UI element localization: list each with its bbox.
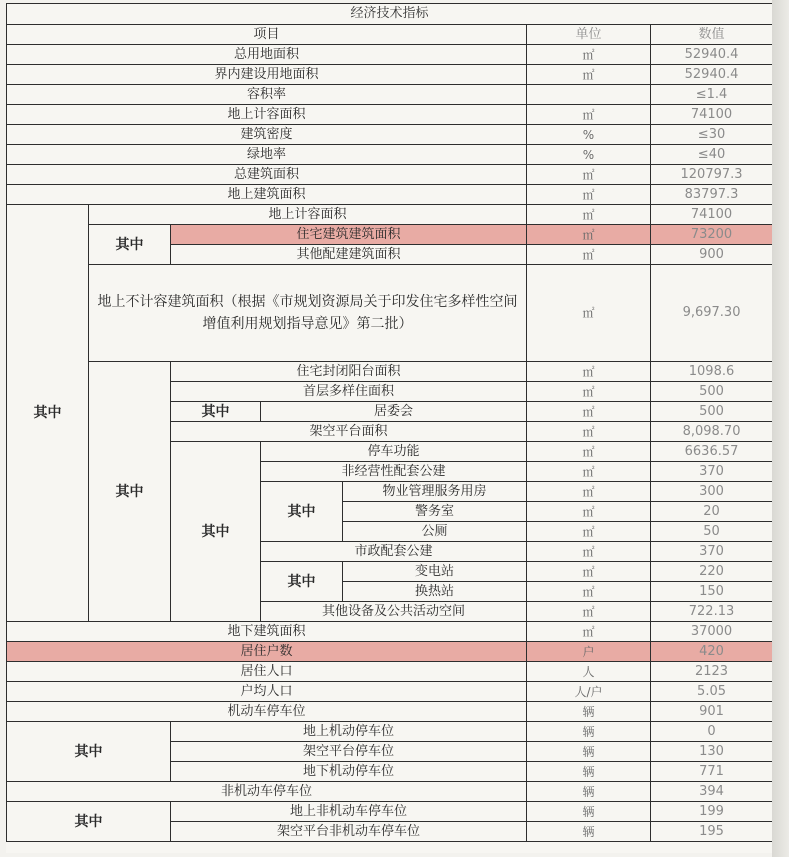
group-label-qizhong: 其中 bbox=[171, 402, 261, 422]
row-label: 物业管理服务用房 bbox=[343, 482, 527, 502]
row-label: 居委会 bbox=[261, 402, 527, 422]
row-label: 住宅建筑建筑面积 bbox=[171, 225, 527, 245]
row-unit: ㎡ bbox=[527, 482, 651, 502]
row-unit: 辆 bbox=[527, 762, 651, 782]
row-label: 居住户数 bbox=[7, 642, 527, 662]
row-value: 195 bbox=[651, 822, 773, 842]
row-unit: % bbox=[527, 145, 651, 165]
row-unit: 人 bbox=[527, 662, 651, 682]
document-sheet bbox=[6, 3, 772, 853]
row-label: 绿地率 bbox=[7, 145, 527, 165]
table-row bbox=[7, 45, 773, 65]
row-unit: ㎡ bbox=[527, 502, 651, 522]
row-value: ≤40 bbox=[651, 145, 773, 165]
row-unit: ㎡ bbox=[527, 265, 651, 362]
table-row bbox=[7, 362, 773, 382]
table-row-highlighted bbox=[7, 225, 773, 245]
group-label-qizhong: 其中 bbox=[7, 205, 89, 622]
row-label: 变电站 bbox=[343, 562, 527, 582]
row-unit: 辆 bbox=[527, 802, 651, 822]
group-label-qizhong: 其中 bbox=[89, 225, 171, 265]
row-label: 地下机动停车位 bbox=[171, 762, 527, 782]
row-unit: 辆 bbox=[527, 782, 651, 802]
row-unit: 辆 bbox=[527, 702, 651, 722]
row-unit: ㎡ bbox=[527, 245, 651, 265]
table-title: 经济技术指标 bbox=[7, 4, 773, 25]
row-value: 52940.4 bbox=[651, 45, 773, 65]
row-label: 非机动车停车位 bbox=[7, 782, 527, 802]
table-row bbox=[7, 682, 773, 702]
row-label: 换热站 bbox=[343, 582, 527, 602]
row-unit: ㎡ bbox=[527, 45, 651, 65]
row-value: 9,697.30 bbox=[651, 265, 773, 362]
row-value: 771 bbox=[651, 762, 773, 782]
row-unit: ㎡ bbox=[527, 105, 651, 125]
row-value: 6636.57 bbox=[651, 442, 773, 462]
table-row bbox=[7, 125, 773, 145]
row-value: 394 bbox=[651, 782, 773, 802]
row-label: 地上建筑面积 bbox=[7, 185, 527, 205]
row-value: 500 bbox=[651, 402, 773, 422]
row-unit: ㎡ bbox=[527, 362, 651, 382]
row-value: 5.05 bbox=[651, 682, 773, 702]
row-value: 220 bbox=[651, 562, 773, 582]
group-label-qizhong: 其中 bbox=[171, 442, 261, 622]
row-unit: ㎡ bbox=[527, 422, 651, 442]
row-value: 83797.3 bbox=[651, 185, 773, 205]
group-label-qizhong: 其中 bbox=[89, 362, 171, 622]
header-unit: 单位 bbox=[527, 25, 651, 45]
row-value: 50 bbox=[651, 522, 773, 542]
table-row-highlighted bbox=[7, 642, 773, 662]
table-row bbox=[7, 702, 773, 722]
row-value: 20 bbox=[651, 502, 773, 522]
table-row bbox=[7, 782, 773, 802]
group-label-qizhong: 其中 bbox=[261, 562, 343, 602]
row-value: 130 bbox=[651, 742, 773, 762]
row-value: 199 bbox=[651, 802, 773, 822]
row-unit: ㎡ bbox=[527, 462, 651, 482]
row-label: 市政配套公建 bbox=[261, 542, 527, 562]
row-value: 8,098.70 bbox=[651, 422, 773, 442]
row-unit: % bbox=[527, 125, 651, 145]
row-unit: ㎡ bbox=[527, 205, 651, 225]
row-value: 420 bbox=[651, 642, 773, 662]
row-value: 722.13 bbox=[651, 602, 773, 622]
row-label: 地上非机动车停车位 bbox=[171, 802, 527, 822]
row-value: 37000 bbox=[651, 622, 773, 642]
row-label: 其他配建建筑面积 bbox=[171, 245, 527, 265]
row-label: 建筑密度 bbox=[7, 125, 527, 145]
row-label: 界内建设用地面积 bbox=[7, 65, 527, 85]
row-label: 地上计容面积 bbox=[89, 205, 527, 225]
row-label: 机动车停车位 bbox=[7, 702, 527, 722]
row-label: 架空平台面积 bbox=[171, 422, 527, 442]
row-label: 住宅封闭阳台面积 bbox=[171, 362, 527, 382]
row-value: 0 bbox=[651, 722, 773, 742]
row-label: 首层多样住面积 bbox=[171, 382, 527, 402]
row-label: 地上机动停车位 bbox=[171, 722, 527, 742]
row-label: 警务室 bbox=[343, 502, 527, 522]
group-label-qizhong: 其中 bbox=[7, 722, 171, 782]
row-label: 地下建筑面积 bbox=[7, 622, 527, 642]
table-row bbox=[7, 265, 773, 362]
row-label: 地上计容面积 bbox=[7, 105, 527, 125]
row-unit: ㎡ bbox=[527, 622, 651, 642]
table-row bbox=[7, 662, 773, 682]
row-value: 300 bbox=[651, 482, 773, 502]
row-value: 901 bbox=[651, 702, 773, 722]
row-unit: ㎡ bbox=[527, 65, 651, 85]
row-unit: 辆 bbox=[527, 742, 651, 762]
row-value: 500 bbox=[651, 382, 773, 402]
row-value: 1098.6 bbox=[651, 362, 773, 382]
row-unit: ㎡ bbox=[527, 382, 651, 402]
row-label: 居住人口 bbox=[7, 662, 527, 682]
table-row bbox=[7, 722, 773, 742]
row-unit: 户 bbox=[527, 642, 651, 662]
table-row bbox=[7, 105, 773, 125]
row-unit: 辆 bbox=[527, 722, 651, 742]
row-value: 370 bbox=[651, 462, 773, 482]
row-value: 52940.4 bbox=[651, 65, 773, 85]
row-label: 停车功能 bbox=[261, 442, 527, 462]
table-row bbox=[7, 205, 773, 225]
table-row bbox=[7, 65, 773, 85]
table-row bbox=[7, 622, 773, 642]
row-value: 150 bbox=[651, 582, 773, 602]
row-label: 户均人口 bbox=[7, 682, 527, 702]
row-unit: ㎡ bbox=[527, 542, 651, 562]
row-label: 容积率 bbox=[7, 85, 527, 105]
row-label: 公厕 bbox=[343, 522, 527, 542]
row-value: 370 bbox=[651, 542, 773, 562]
row-label: 地上不计容建筑面积（根据《市规划资源局关于印发住宅多样性空间增值利用规划指导意见》第二批） bbox=[89, 265, 527, 362]
row-unit: ㎡ bbox=[527, 185, 651, 205]
row-unit: ㎡ bbox=[527, 522, 651, 542]
row-unit: 人/户 bbox=[527, 682, 651, 702]
row-value: 73200 bbox=[651, 225, 773, 245]
table-row bbox=[7, 185, 773, 205]
row-label: 其他设备及公共活动空间 bbox=[261, 602, 527, 622]
row-value: 74100 bbox=[651, 105, 773, 125]
table-row bbox=[7, 85, 773, 105]
row-unit: ㎡ bbox=[527, 225, 651, 245]
row-label: 非经营性配套公建 bbox=[261, 462, 527, 482]
row-unit: ㎡ bbox=[527, 442, 651, 462]
row-value: 900 bbox=[651, 245, 773, 265]
row-value: ≤1.4 bbox=[651, 85, 773, 105]
economic-indicators-table bbox=[6, 3, 773, 842]
row-value: 2123 bbox=[651, 662, 773, 682]
header-item: 项目 bbox=[7, 25, 527, 45]
table-row bbox=[7, 145, 773, 165]
header-value: 数值 bbox=[651, 25, 773, 45]
row-value: 74100 bbox=[651, 205, 773, 225]
row-unit bbox=[527, 85, 651, 105]
row-label: 架空平台非机动车停车位 bbox=[171, 822, 527, 842]
group-label-qizhong: 其中 bbox=[7, 802, 171, 842]
row-unit: ㎡ bbox=[527, 165, 651, 185]
row-unit: ㎡ bbox=[527, 602, 651, 622]
table-row bbox=[7, 165, 773, 185]
row-unit: ㎡ bbox=[527, 582, 651, 602]
row-unit: ㎡ bbox=[527, 402, 651, 422]
row-value: ≤30 bbox=[651, 125, 773, 145]
group-label-qizhong: 其中 bbox=[261, 482, 343, 542]
row-value: 120797.3 bbox=[651, 165, 773, 185]
row-unit: 辆 bbox=[527, 822, 651, 842]
row-unit: ㎡ bbox=[527, 562, 651, 582]
row-label: 架空平台停车位 bbox=[171, 742, 527, 762]
row-label: 总建筑面积 bbox=[7, 165, 527, 185]
table-row bbox=[7, 802, 773, 822]
page-edge-shadow bbox=[772, 0, 789, 857]
row-label: 总用地面积 bbox=[7, 45, 527, 65]
